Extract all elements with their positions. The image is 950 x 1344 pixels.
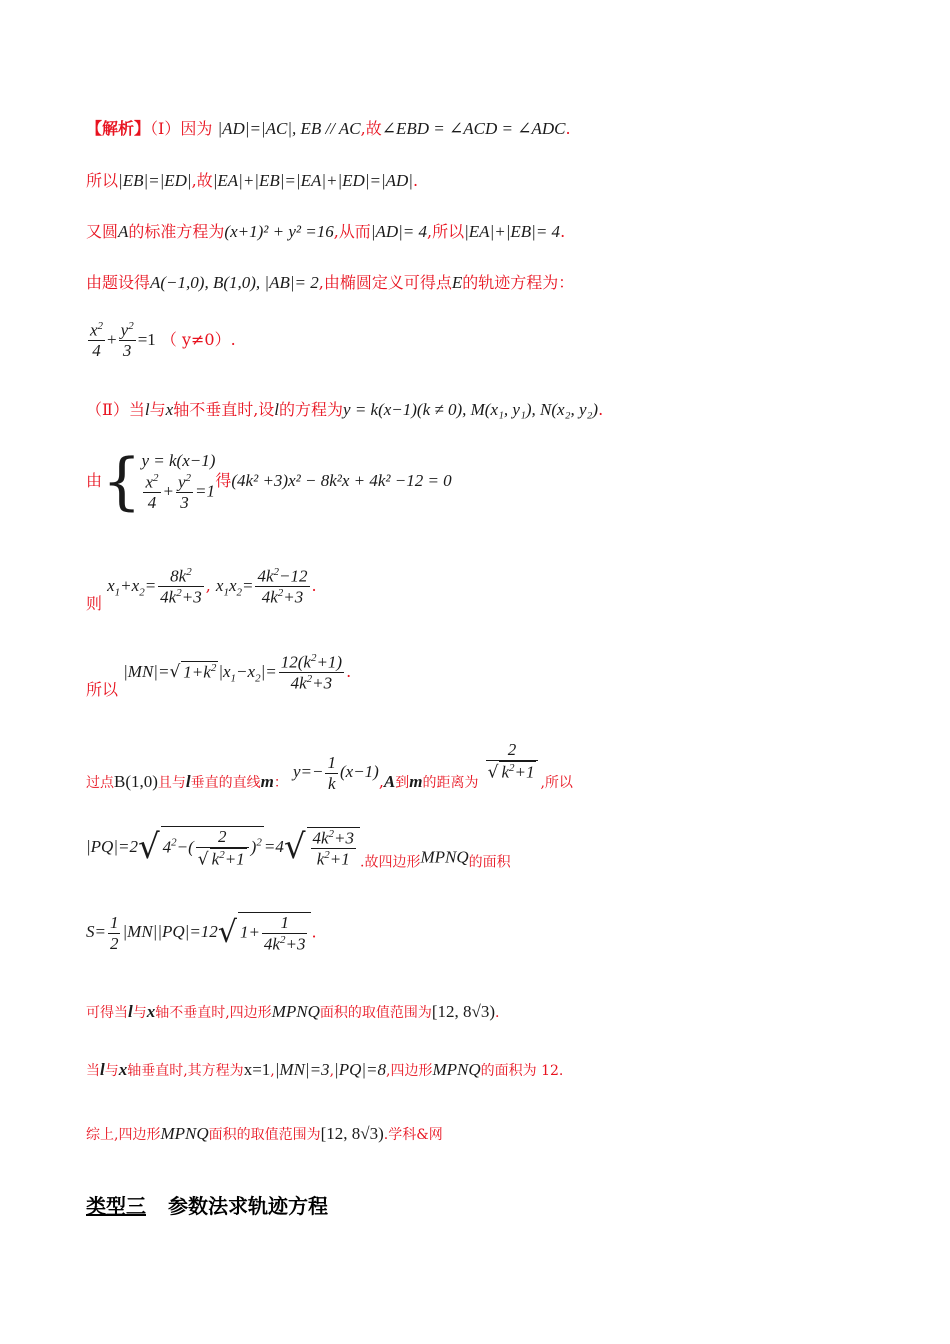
area-formula: S= $\frac{1}{2}$ |MN||PQ|=12√ 1+ $\frac{1}{4k^2+3}$ . xyxy=(86,913,317,954)
range-nonvertical: 可得当l与x轴不垂直时,四边形MPNQ面积的取值范围为[12, 8√3). xyxy=(86,1002,500,1021)
line-m-distance: 过点B(1,0)且与l垂直的直线m： y=− $\frac{1}{k}$ (x−1),A到m的距离为 $\frac{2}{√ k^2+1}$ ,所以 xyxy=(86,740,573,793)
analysis-label: 【解析】 xyxy=(86,119,151,138)
line-6: （Ⅱ）当l与x轴不垂直时,设l的方程为y = k(x−1)(k ≠ 0), M(x₁, y₁), N(x₂, y₂). xyxy=(86,400,604,419)
ellipse-equation: $\frac{x^2}{4}$ + $\frac{y^2}{3}$ =1 （ y≠0）. xyxy=(90,320,236,361)
conclusion: 综上,四边形MPNQ面积的取值范围为[12, 8√3).学科&网 xyxy=(86,1124,443,1143)
line-1: 【解析】（Ⅰ）因为 |AD|=|AC|, EB // AC,故∠EBD = ∠ACD = ∠ADC. xyxy=(86,119,571,138)
equation-system: 由{ y = k(x−1) $\frac{x^2}{4}$ + $\frac{y^2}{3}$ =1 得(4k² +3)x² − 8k²x + 4k² −12 = 0 xyxy=(86,444,452,518)
line-2: 所以|EB|=|ED|,故|EA|+|EB|=|EA|+|ED|=|AD|. xyxy=(86,171,419,190)
line-4: 由题设得A(−1,0), B(1,0), |AB|= 2,由椭圆定义可得点E的轨迹方程为： xyxy=(86,273,575,292)
section-type: 类型三 xyxy=(86,1194,146,1218)
mn-length: 所以 |MN|=√ $1+k^2$ $|x_1-x_2|=$ $\frac{12(k^2+1)}{4k^2+3}$ . xyxy=(86,652,352,700)
vieta-line: 则 $x_1+x_2=$ $\frac{8k^2}{4k^2+3}$ , $x_1x_2=$ $\frac{4k^2-12}{4k^2+3}$ . xyxy=(86,566,317,614)
line-3: 又圆A的标准方程为(x+1)² + y² =16,从而|AD|= 4,所以|EA|+|EB|= 4. xyxy=(86,222,566,241)
section-heading xyxy=(86,1190,328,1219)
section-title: 参数法求轨迹方程 xyxy=(168,1194,328,1218)
vertical-case: 当l与x轴垂直时,其方程为x=1,|MN|=3,|PQ|=8,四边形MPNQ的面积为 12. xyxy=(86,1060,564,1079)
pq-length: |PQ|=2√ $4^2-$( $\frac{2}{√ k^2+1}$ )$^2$ =4√ $\frac{4k^2+3}{k^2+1}$ .故四边形MPNQ的面积 xyxy=(86,827,511,871)
